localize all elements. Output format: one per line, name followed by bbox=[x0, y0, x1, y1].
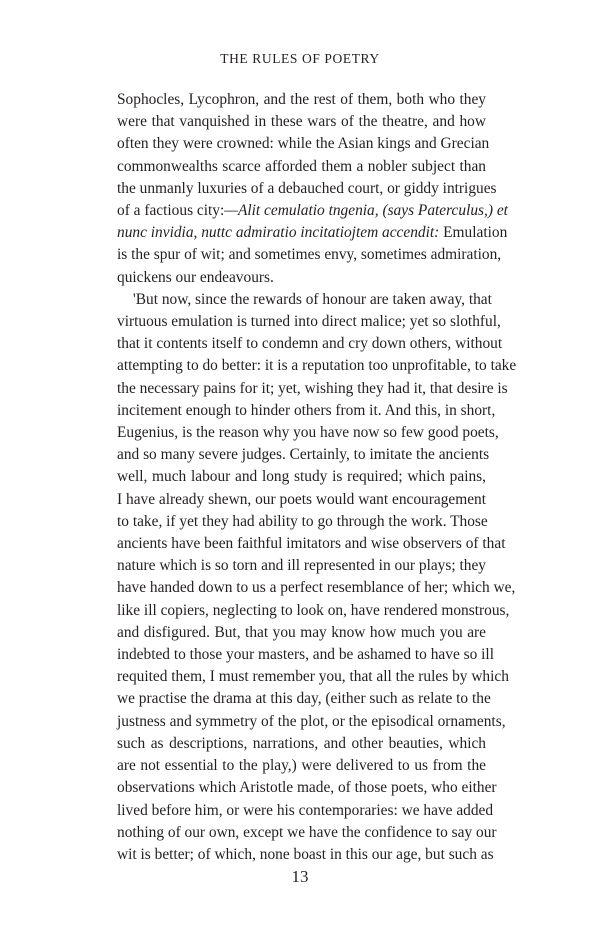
text-line bbox=[117, 444, 490, 466]
text-run: well, much labour and long study is required; which pains, bbox=[117, 468, 486, 486]
text-line bbox=[117, 156, 486, 178]
text-line bbox=[117, 422, 499, 444]
text-line bbox=[117, 711, 506, 733]
text-line bbox=[117, 511, 486, 533]
text-run: and disfigured. But, that you may know how much you are bbox=[117, 623, 486, 641]
italic-text: —Alit cemulatio tngenia, (says Paterculus,) et bbox=[224, 202, 508, 220]
text-line bbox=[117, 466, 486, 488]
text-line bbox=[117, 133, 490, 155]
text-run: were that vanquished in these wars of the theatre, and how bbox=[117, 113, 486, 131]
text-line bbox=[117, 688, 491, 710]
text-line bbox=[117, 733, 486, 755]
running-head: THE RULES OF POETRY bbox=[220, 51, 380, 66]
text-line bbox=[117, 844, 494, 866]
text-line bbox=[117, 822, 497, 844]
body-text bbox=[117, 89, 517, 866]
text-line bbox=[117, 378, 508, 400]
text-line bbox=[117, 644, 494, 666]
text-line bbox=[117, 577, 516, 599]
text-line bbox=[117, 267, 486, 289]
text-run: are not essential to the play,) were delivered to us from the bbox=[117, 757, 486, 775]
text-run: often they were crowned: while the Asian kings and Grecian bbox=[117, 135, 490, 153]
text-run: nothing of our own, except we have the confidence to say our bbox=[117, 823, 497, 841]
text-line bbox=[117, 311, 501, 333]
text-run: we practise the drama at this day, (either such as relate to the bbox=[117, 690, 491, 708]
text-run: that it contents itself to condemn and cry down others, without bbox=[117, 335, 503, 353]
text-run: I have already shewn, our poets would want encouragement bbox=[117, 490, 486, 508]
text-run: virtuous emulation is turned into direct malice; yet so slothful, bbox=[117, 313, 501, 331]
text-run: justness and symmetry of the plot, or the episodical ornaments, bbox=[117, 712, 506, 730]
text-line bbox=[117, 622, 486, 644]
text-run: indebted to those your masters, and be ashamed to have so ill bbox=[117, 646, 494, 664]
text-line bbox=[117, 777, 497, 799]
text-run: such as descriptions, narrations, and other beauties, which bbox=[117, 734, 486, 752]
text-line bbox=[117, 600, 510, 622]
text-run: Sophocles, Lycophron, and the rest of them, both who they bbox=[117, 91, 486, 108]
text-run: lived before him, or were his contemporaries: we have added bbox=[117, 801, 494, 819]
text-line bbox=[117, 800, 494, 822]
text-line bbox=[117, 222, 508, 244]
paragraph bbox=[117, 289, 517, 866]
text-run: Emulation bbox=[439, 224, 508, 242]
text-line bbox=[117, 333, 503, 355]
text-line bbox=[117, 200, 508, 222]
text-line bbox=[117, 533, 506, 555]
text-line bbox=[117, 755, 486, 777]
text-run: 'But now, since the rewards of honour are taken away, that bbox=[133, 290, 492, 308]
italic-text: nunc invidia, nuttc admiratio incitatiojtem accendit: bbox=[117, 224, 440, 242]
text-run: observations which Aristotle made, of those poets, who either bbox=[117, 779, 497, 797]
text-run: like ill copiers, neglecting to look on, have rendered monstrous, bbox=[117, 601, 510, 619]
text-run: ancients have been faithful imitators and wise observers of that bbox=[117, 535, 506, 553]
text-line bbox=[117, 244, 502, 266]
text-run: Eugenius, is the reason why you have now so few good poets, bbox=[117, 424, 499, 442]
text-run: have handed down to us a perfect resemblance of her; which we, bbox=[117, 579, 516, 597]
text-run: the necessary pains for it; yet, wishing they had it, that desire is bbox=[117, 379, 508, 397]
text-line bbox=[117, 666, 509, 688]
text-line bbox=[117, 555, 486, 577]
text-run: wit is better; of which, none boast in this our age, but such as bbox=[117, 845, 494, 863]
text-run: commonwealths scarce afforded them a nobler subject than bbox=[117, 157, 486, 175]
text-line bbox=[117, 111, 486, 133]
text-line bbox=[117, 178, 497, 200]
paragraph bbox=[117, 89, 508, 289]
text-line bbox=[117, 289, 492, 311]
text-line bbox=[117, 355, 517, 377]
page-number: 13 bbox=[291, 867, 309, 886]
text-run: nature which is so torn and ill represented in our plays; they bbox=[117, 557, 486, 575]
text-run: quickens our endeavours. bbox=[117, 268, 274, 286]
text-run: and so many severe judges. Certainly, to imitate the ancients bbox=[117, 446, 490, 464]
text-run: of a factious city: bbox=[117, 202, 225, 220]
text-run: is the spur of wit; and sometimes envy, sometimes admiration, bbox=[117, 246, 502, 264]
text-run: attempting to do better: it is a reputation too unprofitable, to take bbox=[117, 357, 517, 375]
text-run: the unmanly luxuries of a debauched court, or giddy intrigues bbox=[117, 179, 497, 197]
text-line bbox=[117, 400, 496, 422]
text-run: incitement enough to hinder others from it. And this, in short, bbox=[117, 401, 496, 419]
text-run: requited them, I must remember you, that all the rules by which bbox=[117, 668, 509, 686]
text-line bbox=[117, 489, 486, 511]
text-line bbox=[117, 89, 486, 111]
text-run: to take, if yet they had ability to go through the work. Those bbox=[117, 512, 488, 530]
